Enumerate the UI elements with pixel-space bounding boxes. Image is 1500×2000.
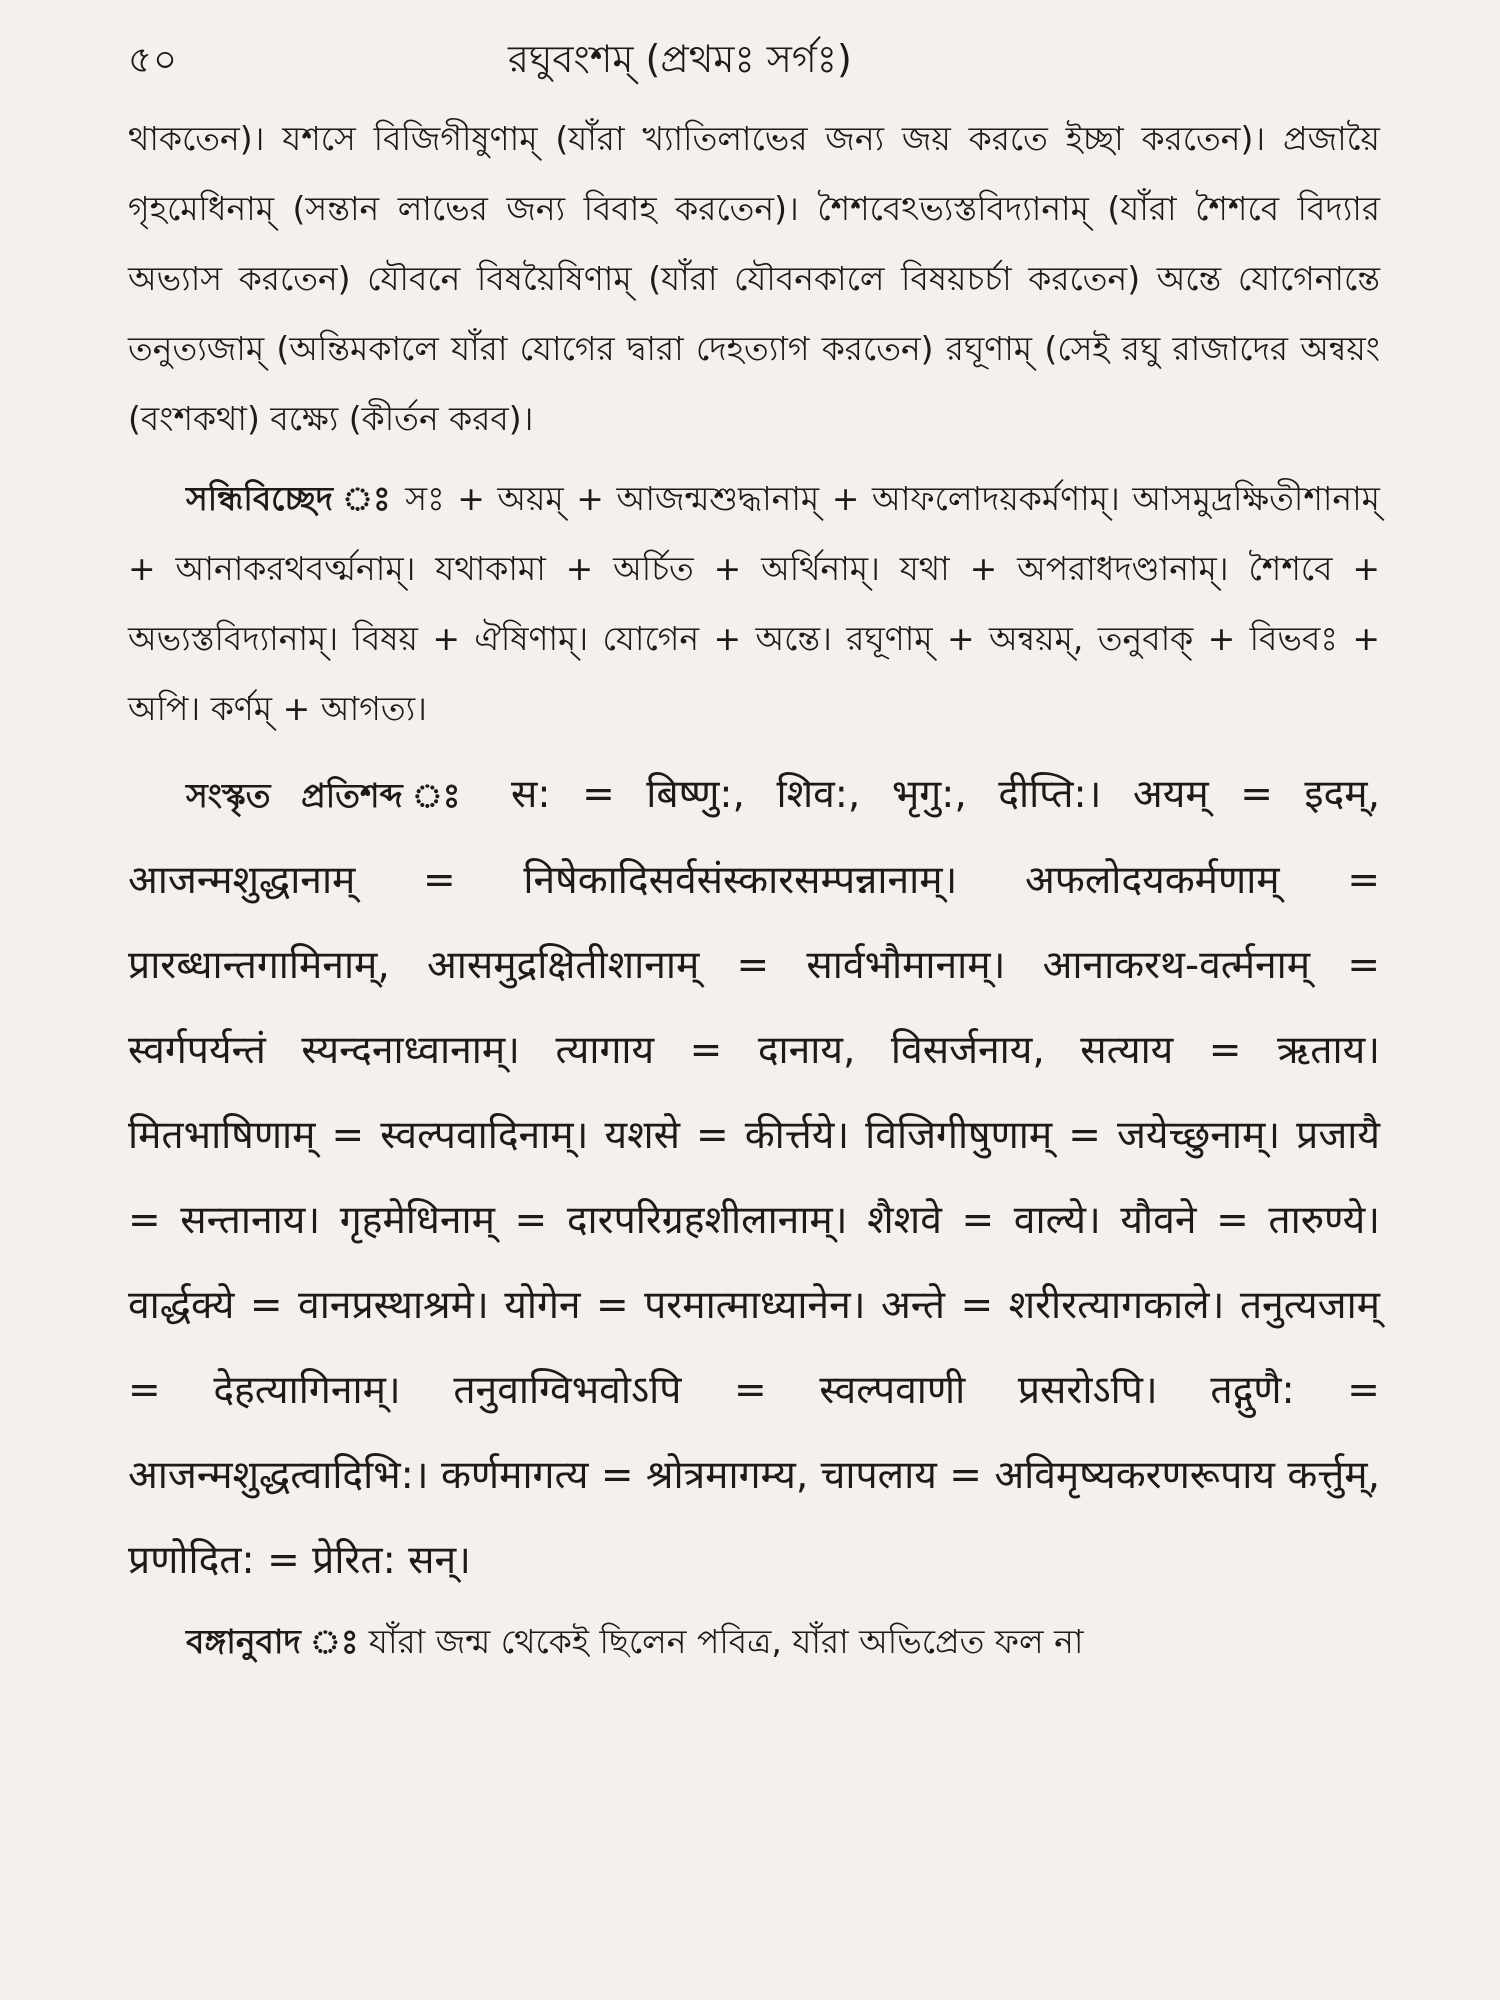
- page-header: [128, 30, 1380, 104]
- running-title: রঘুবংশম্ (প্রথমঃ সর্গঃ): [508, 37, 852, 81]
- translation-label: বঙ্গানুবাদ ঃ: [186, 1622, 359, 1661]
- sandhi-text: সঃ + অয়ম্ + আজন্মশুদ্ধানাম্ + আফলোদয়কর্মণাম্। আসমুদ্রক্ষিতীশানাম্ + আনাকরথবর্ত্মনাম্। যথাকামা + অর্চিত + অর্থিনাম্। যথা + অপরাধদণ্ডানাম্। শৈশবে + অভ্যস্তবিদ্যানাম্। বিষয় + ঐষিণাম্। যোগেন + অন্তে। রঘূণাম্ + অন্বয়ম্, তনুবাক্ + বিভবঃ + অপি। কর্ণম্ + আগত্য।: [128, 479, 1381, 728]
- paragraph-translation: [128, 1607, 1380, 1677]
- sandhi-label: সন্ধিবিচ্ছেদ ঃ: [186, 479, 393, 518]
- page-body: [128, 104, 1380, 1677]
- translation-text: যাঁরা জন্ম থেকেই ছিলেন পবিত্র, যাঁরা অভিপ্রেত ফল না: [358, 1622, 1084, 1661]
- paragraph-continuation: থাকতেন)। যশসে বিজিগীষুণাম্ (যাঁরা খ্যাতিলাভের জন্য জয় করতে ইচ্ছা করতেন)। প্রজায়ৈ গৃহমেধিনাম্ (সন্তান লাভের জন্য বিবাহ করতেন)। শৈশবেঽভ্যস্তবিদ্যানাম্ (যাঁরা শৈশবে বিদ্যার অভ্যাস করতেন) যৌবনে বিষয়ৈষিণাম্ (যাঁরা যৌবনকালে বিষয়চর্চা করতেন) অন্তে যোগেনান্তে তনুত্যজাম্ (অন্তিমকালে যাঁরা যোগের দ্বারা দেহত্যাগ করতেন) রঘূণাম্ (সেই রঘু রাজাদের অন্বয়ং (বংশকথা) বক্ষ্যে (কীর্তন করব)।: [128, 119, 1380, 438]
- page-number: ৫০: [128, 38, 179, 81]
- sanskrit-synonyms-text: स: = बिष्णु:, शिव:, भृगु:, दीप्ति:। अयम् = इदम्, आजन्मशुद्धानाम् = निषेकादिसर्वसंस्कारसम्पन्नानाम्। अफलोदयकर्मणाम् = प्रारब्धान्तगामिनाम्, आसमुद्रक्षितीशानाम् = सार्वभौमानाम्। आनाकरथ-वर्त्मनाम् = स्वर्गपर्यन्तं स्यन्दनाध्वानाम्। त्यागाय = दानाय, विसर्जनाय, सत्याय = ऋताय। मितभाषिणाम् = स्वल्पवादिनाम्। यशसे = कीर्त्तये। विजिगीषुणाम् = जयेच्छुनाम्। प्रजायै = सन्तानाय। गृहमेधिनाम् = दारपरिग्रहशीलानाम्। शैशवे = वाल्ये। यौवने = तारुण्ये। वार्द्धक्ये = वानप्रस्थाश्रमे। योगेन = परमात्माध्यानेन। अन्ते = शरीरत्यागकाले। तनुत्यजाम् = देहत्यागिनाम्। तनुवाग्विभवोऽपि = स्वल्पवाणी प्रसरोऽपि। तद्गुणै: = आजन्मशुद्धत्वादिभि:। कर्णमागत्य = श्रोत्रमागम्य, चापलाय = अविमृष्यकरणरूपाय कर्त्तुम्, प्रणोदित: = प्रेरित: सन्।: [128, 772, 1380, 1583]
- sanskrit-synonyms-label: সংস্কৃত প্রতিশব্দ ঃ: [186, 776, 480, 815]
- paragraph-sanskrit-synonyms: [128, 752, 1380, 1603]
- paragraph-sandhi: [128, 464, 1380, 744]
